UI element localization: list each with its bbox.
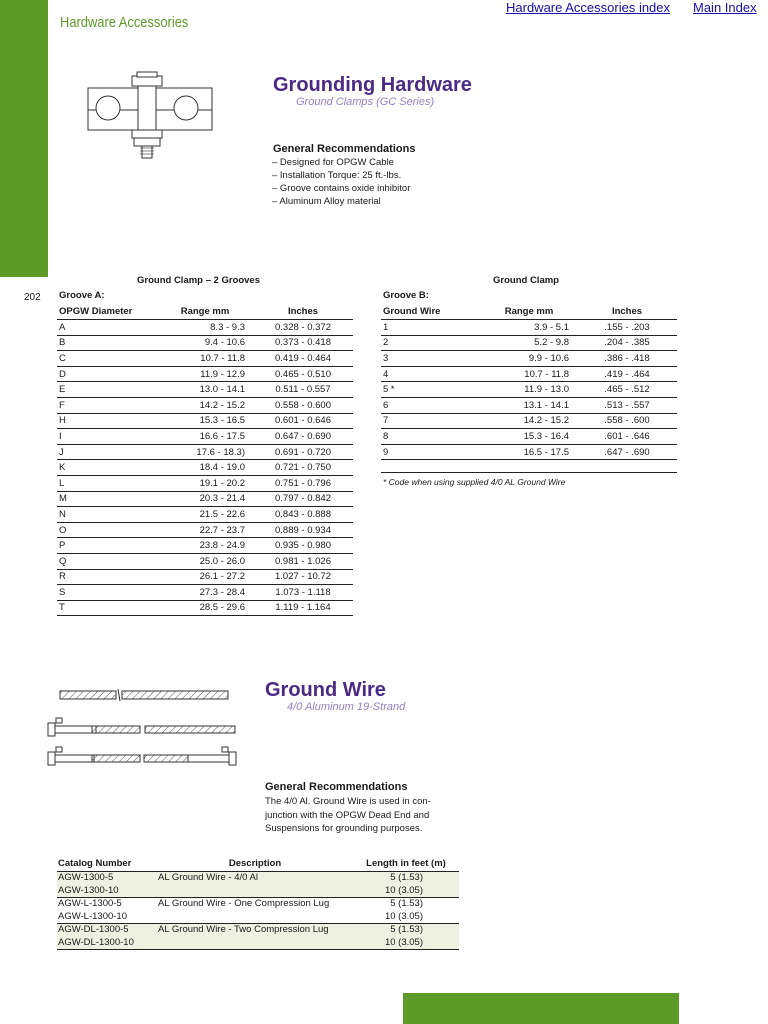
catalog-length: 5 (1.53): [390, 898, 423, 909]
row-code: 9: [381, 444, 481, 460]
row-range-mm: 15.3 - 16.4: [481, 429, 577, 445]
grounding-hardware-subtitle: Ground Clamps (GC Series): [296, 96, 435, 108]
row-range-mm: 10.7 - 11.8: [157, 351, 253, 367]
table-row: [57, 429, 353, 445]
groove-a-label: Groove A:: [59, 290, 105, 301]
row-range-mm: 11.9 - 13.0: [481, 382, 577, 398]
table-row: [57, 522, 353, 538]
catalog-length: 10 (3.05): [353, 937, 459, 950]
table-row: [57, 351, 353, 367]
row-code: 2: [381, 335, 481, 351]
row-inches: 0.419 - 0.464: [253, 351, 353, 367]
groove-b-footnote: * Code when using supplied 4/0 AL Ground Wire: [383, 477, 566, 487]
table-row: [381, 397, 677, 413]
table-row: [381, 335, 677, 351]
paragraph-line: junction with the OPGW Dead End and: [265, 809, 430, 821]
ground-wire-subtitle: 4/0 Aluminum 19-Strand: [287, 701, 406, 713]
row-code: E: [57, 382, 157, 398]
row-range-mm: 18.4 - 19.0: [157, 460, 253, 476]
column-header: Inches: [577, 304, 677, 320]
table-row: [57, 538, 353, 554]
column-header: OPGW Diameter: [57, 304, 157, 320]
table-row: [381, 382, 677, 398]
clamp-a-caption: Ground Clamp – 2 Grooves: [137, 275, 260, 286]
table-row: [381, 351, 677, 367]
catalog-number: AGW-1300-5: [58, 872, 114, 883]
catalog-number: AGW-DL-1300-10: [57, 937, 157, 950]
row-inches: .155 - .203: [577, 320, 677, 336]
catalog-description: AL Ground Wire - One Compression Lug: [158, 898, 330, 909]
row-range-mm: 10.7 - 11.8: [481, 366, 577, 382]
row-inches: 0.601 - 0.646: [253, 413, 353, 429]
table-row: [57, 507, 353, 523]
row-inches: 0.797 - 0.842: [253, 491, 353, 507]
table-row: [57, 475, 353, 491]
row-range-mm: 27.3 - 28.4: [157, 585, 253, 601]
row-inches: 0.889 - 0.934: [253, 522, 353, 538]
clamp-b-caption: Ground Clamp: [493, 275, 559, 286]
row-inches: 0.373 - 0.418: [253, 335, 353, 351]
column-header: Description: [157, 855, 353, 872]
row-range-mm: 14.2 - 15.2: [157, 397, 253, 413]
row-range-mm: 9.9 - 10.6: [481, 351, 577, 367]
row-inches: .465 - .512: [577, 382, 677, 398]
recommendation-item: – Aluminum Alloy material: [272, 196, 381, 207]
row-range-mm: 23.8 - 24.9: [157, 538, 253, 554]
recommendation-item: – Designed for OPGW Cable: [272, 157, 394, 168]
catalog-length: 10 (3.05): [353, 885, 459, 898]
row-inches: 1.073 - 1.118: [253, 585, 353, 601]
catalog-description: AL Ground Wire - Two Compression Lug: [158, 924, 329, 935]
table-row: [381, 366, 677, 382]
general-recommendations-list: [272, 156, 410, 208]
row-range-mm: 16.5 - 17.5: [481, 444, 577, 460]
paragraph-line: The 4/0 Al. Ground Wire is used in con-: [265, 796, 431, 807]
row-code: 4: [381, 366, 481, 382]
table-row: [57, 569, 353, 585]
column-header: Inches: [253, 304, 353, 320]
row-code: 6: [381, 397, 481, 413]
row-inches: 0.751 - 0.796: [253, 475, 353, 491]
table-row: [381, 413, 677, 429]
row-range-mm: 17.6 - 18.3): [157, 444, 253, 460]
row-range-mm: 26.1 - 27.2: [157, 569, 253, 585]
table-row: [57, 335, 353, 351]
row-code: C: [57, 351, 157, 367]
row-range-mm: 22.7 - 23.7: [157, 522, 253, 538]
row-range-mm: 13.1 - 14.1: [481, 397, 577, 413]
row-inches: 0.647 - 0.690: [253, 429, 353, 445]
ground-wire-title: Ground Wire: [265, 679, 386, 701]
column-header: Ground Wire: [381, 304, 481, 320]
row-range-mm: 28.5 - 29.6: [157, 600, 253, 616]
table-row: [57, 413, 353, 429]
row-range-mm: 14.2 - 15.2: [481, 413, 577, 429]
catalog-length: 10 (3.05): [353, 911, 459, 924]
row-code: R: [57, 569, 157, 585]
wire-recommendations-text: [265, 795, 465, 836]
row-range-mm: 16.6 - 17.5: [157, 429, 253, 445]
row-range-mm: 13.0 - 14.1: [157, 382, 253, 398]
table-row: [57, 444, 353, 460]
page-number: 202: [24, 292, 41, 303]
row-inches: .204 - .385: [577, 335, 677, 351]
table-row: [57, 553, 353, 569]
groove-b-divider: [381, 472, 677, 473]
catalog-length: 5 (1.53): [390, 872, 423, 883]
row-inches: .601 - .646: [577, 429, 677, 445]
main-index-link[interactable]: Main Index: [693, 0, 757, 15]
row-inches: 0.935 - 0.980: [253, 538, 353, 554]
ground-wire-illustration: [46, 686, 240, 778]
row-code: D: [57, 366, 157, 382]
row-code: O: [57, 522, 157, 538]
row-range-mm: 25.0 - 26.0: [157, 553, 253, 569]
row-inches: 0.691 - 0.720: [253, 444, 353, 460]
table-row: [57, 366, 353, 382]
general-recommendations-heading: General Recommendations: [273, 143, 416, 155]
row-code: N: [57, 507, 157, 523]
row-code: I: [57, 429, 157, 445]
row-code: 5 *: [381, 382, 481, 398]
row-inches: 0.558 - 0.600: [253, 397, 353, 413]
row-code: F: [57, 397, 157, 413]
row-code: P: [57, 538, 157, 554]
row-inches: 1.119 - 1.164: [253, 600, 353, 616]
row-range-mm: 8.3 - 9.3: [157, 320, 253, 336]
row-range-mm: 15.3 - 16.5: [157, 413, 253, 429]
row-inches: .419 - .464: [577, 366, 677, 382]
catalog-number: AGW-L-1300-5: [58, 898, 122, 909]
row-code: H: [57, 413, 157, 429]
table-row: [381, 429, 677, 445]
row-range-mm: 3.9 - 5.1: [481, 320, 577, 336]
catalog-length: 5 (1.53): [390, 924, 423, 935]
table-row: [57, 397, 353, 413]
groove-a-table: [57, 304, 353, 616]
row-inches: .386 - .418: [577, 351, 677, 367]
section-title: Hardware Accessories: [60, 14, 189, 31]
row-range-mm: 21.5 - 22.6: [157, 507, 253, 523]
table-row: [57, 382, 353, 398]
table-row: [381, 444, 677, 460]
row-range-mm: 5.2 - 9.8: [481, 335, 577, 351]
row-inches: 0.843 - 0.888: [253, 507, 353, 523]
column-header: Length in feet (m): [353, 855, 459, 872]
groove-b-table: [381, 304, 677, 460]
table-row: [57, 320, 353, 336]
row-range-mm: 11.9 - 12.9: [157, 366, 253, 382]
row-inches: 0.328 - 0.372: [253, 320, 353, 336]
row-code: 1: [381, 320, 481, 336]
recommendation-item: – Groove contains oxide inhibitor: [272, 183, 411, 194]
row-range-mm: 20.3 - 21.4: [157, 491, 253, 507]
row-code: K: [57, 460, 157, 476]
row-range-mm: 19.1 - 20.2: [157, 475, 253, 491]
table-row: [57, 585, 353, 601]
row-inches: 0.981 - 1.026: [253, 553, 353, 569]
wire-recommendations-heading: General Recommendations: [265, 781, 408, 793]
row-code: J: [57, 444, 157, 460]
row-inches: .647 - .690: [577, 444, 677, 460]
row-inches: 0.721 - 0.750: [253, 460, 353, 476]
catalog-number: AGW-L-1300-10: [57, 911, 157, 924]
row-range-mm: 9.4 - 10.6: [157, 335, 253, 351]
sidebar-accent-bar: [0, 0, 48, 277]
row-code: B: [57, 335, 157, 351]
row-code: 7: [381, 413, 481, 429]
groove-b-label: Groove B:: [383, 290, 429, 301]
column-header: Range mm: [481, 304, 577, 320]
row-inches: 1.027 - 10.72: [253, 569, 353, 585]
row-code: 8: [381, 429, 481, 445]
table-row: [57, 460, 353, 476]
row-inches: .513 - .557: [577, 397, 677, 413]
row-code: M: [57, 491, 157, 507]
table-row: [381, 320, 677, 336]
row-code: L: [57, 475, 157, 491]
catalog-number: AGW-1300-10: [57, 885, 157, 898]
row-code: Q: [57, 553, 157, 569]
hardware-accessories-index-link[interactable]: Hardware Accessories index: [506, 0, 671, 15]
catalog-number: AGW-DL-1300-5: [58, 924, 129, 935]
row-inches: 0.511 - 0.557: [253, 382, 353, 398]
row-inches: .558 - .600: [577, 413, 677, 429]
column-header: Range mm: [157, 304, 253, 320]
table-row: [57, 491, 353, 507]
catalog-table: [57, 855, 459, 950]
footer-accent-bar: [403, 993, 679, 1024]
catalog-description: AL Ground Wire - 4/0 Al: [158, 872, 258, 883]
paragraph-line: Suspensions for grounding purposes.: [265, 823, 423, 834]
row-code: 3: [381, 351, 481, 367]
row-code: A: [57, 320, 157, 336]
recommendation-item: – Installation Torque: 25 ft.-lbs.: [272, 170, 402, 181]
table-row: [57, 600, 353, 616]
row-code: S: [57, 585, 157, 601]
column-header: Catalog Number: [57, 855, 157, 872]
row-inches: 0.465 - 0.510: [253, 366, 353, 382]
ground-clamp-illustration: [86, 70, 214, 162]
row-code: T: [57, 600, 157, 616]
grounding-hardware-title: Grounding Hardware: [273, 74, 472, 96]
